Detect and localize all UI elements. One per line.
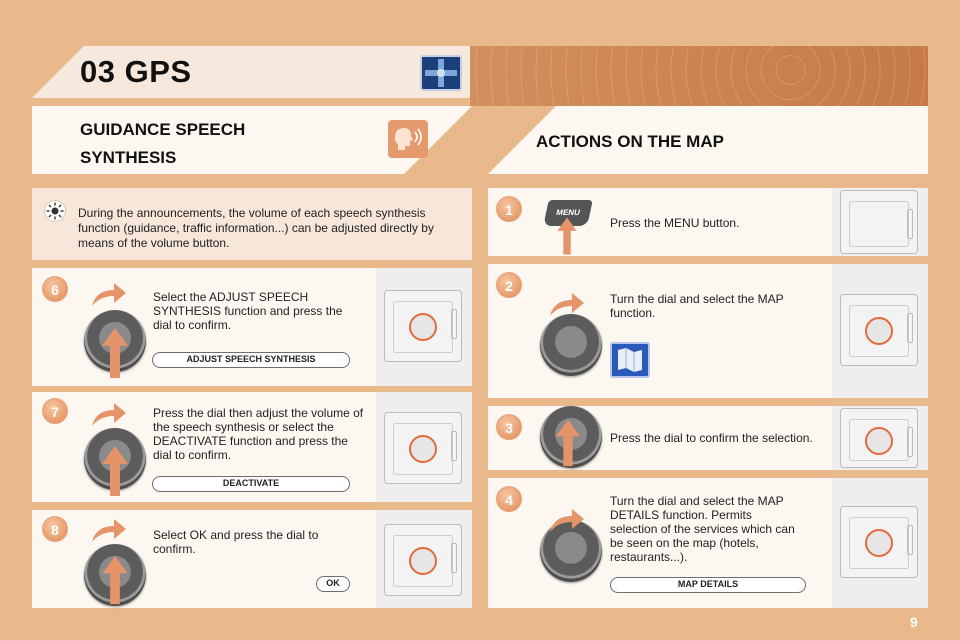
step-text-3: Press the dial to confirm the selection. bbox=[610, 431, 813, 445]
turn-arrow-icon bbox=[88, 280, 128, 310]
step-number-1: 1 bbox=[496, 196, 522, 222]
press-arrow-icon bbox=[552, 216, 582, 256]
speech-head-icon bbox=[388, 120, 428, 158]
radio-device-image bbox=[384, 524, 462, 596]
section-title-map: ACTIONS ON THE MAP bbox=[536, 132, 724, 151]
step-text-4: Turn the dial and select the MAP DETAILS function. Permits selection of the services which can be seen on the map (hotels, restaurants...). bbox=[610, 494, 795, 564]
radio-device-image bbox=[840, 294, 918, 366]
turn-arrow-icon bbox=[546, 506, 586, 536]
step-number-7: 7 bbox=[42, 398, 68, 424]
turn-arrow-icon bbox=[88, 400, 128, 430]
radio-device-image bbox=[840, 506, 918, 578]
step-number-8: 8 bbox=[42, 516, 68, 542]
page-number: 9 bbox=[910, 614, 918, 630]
turn-arrow-icon bbox=[88, 516, 128, 546]
label-ok: OK bbox=[316, 576, 350, 592]
step-text-2: Turn the dial and select the MAP function. bbox=[610, 292, 784, 320]
step-number-6: 6 bbox=[42, 276, 68, 302]
map-icon bbox=[610, 342, 650, 378]
step-text-6: Select the ADJUST SPEECH SYNTHESIS function and press the dial to confirm. bbox=[153, 290, 343, 332]
radio-device-image bbox=[840, 408, 918, 468]
step-number-4: 4 bbox=[496, 486, 522, 512]
gps-icon bbox=[420, 55, 462, 91]
header-right-band bbox=[470, 46, 928, 106]
sun-tip-icon bbox=[44, 200, 66, 222]
label-adjust-speech-synthesis: ADJUST SPEECH SYNTHESIS bbox=[152, 352, 350, 368]
radio-device-image bbox=[384, 412, 462, 484]
step-text-1: Press the MENU button. bbox=[610, 216, 740, 230]
step-text-7: Press the dial then adjust the volume of the speech synthesis or select the DEACTIVATE function and press the dial to confirm. bbox=[153, 406, 364, 462]
radio-device-image bbox=[384, 290, 462, 362]
dial-knob bbox=[540, 314, 602, 376]
section-title-guidance: GUIDANCE SPEECH SYNTHESIS bbox=[80, 120, 246, 167]
press-arrow-icon bbox=[553, 418, 583, 468]
info-text: During the announcements, the volume of each speech synthesis function (guidance, traffic information...) can be adjusted directly by means of the volume button. bbox=[78, 206, 434, 250]
label-deactivate: DEACTIVATE bbox=[152, 476, 350, 492]
menu-button-image: MENU bbox=[543, 200, 593, 226]
label-map-details: MAP DETAILS bbox=[610, 577, 806, 593]
press-arrow-icon bbox=[100, 326, 130, 380]
radio-device-image bbox=[840, 190, 918, 254]
press-arrow-icon bbox=[100, 554, 130, 606]
turn-arrow-icon bbox=[546, 290, 586, 320]
press-arrow-icon bbox=[100, 444, 130, 498]
step-number-3: 3 bbox=[496, 414, 522, 440]
step-text-8: Select OK and press the dial to confirm. bbox=[153, 528, 319, 556]
page-title: 03 GPS bbox=[80, 54, 192, 89]
step-number-2: 2 bbox=[496, 272, 522, 298]
